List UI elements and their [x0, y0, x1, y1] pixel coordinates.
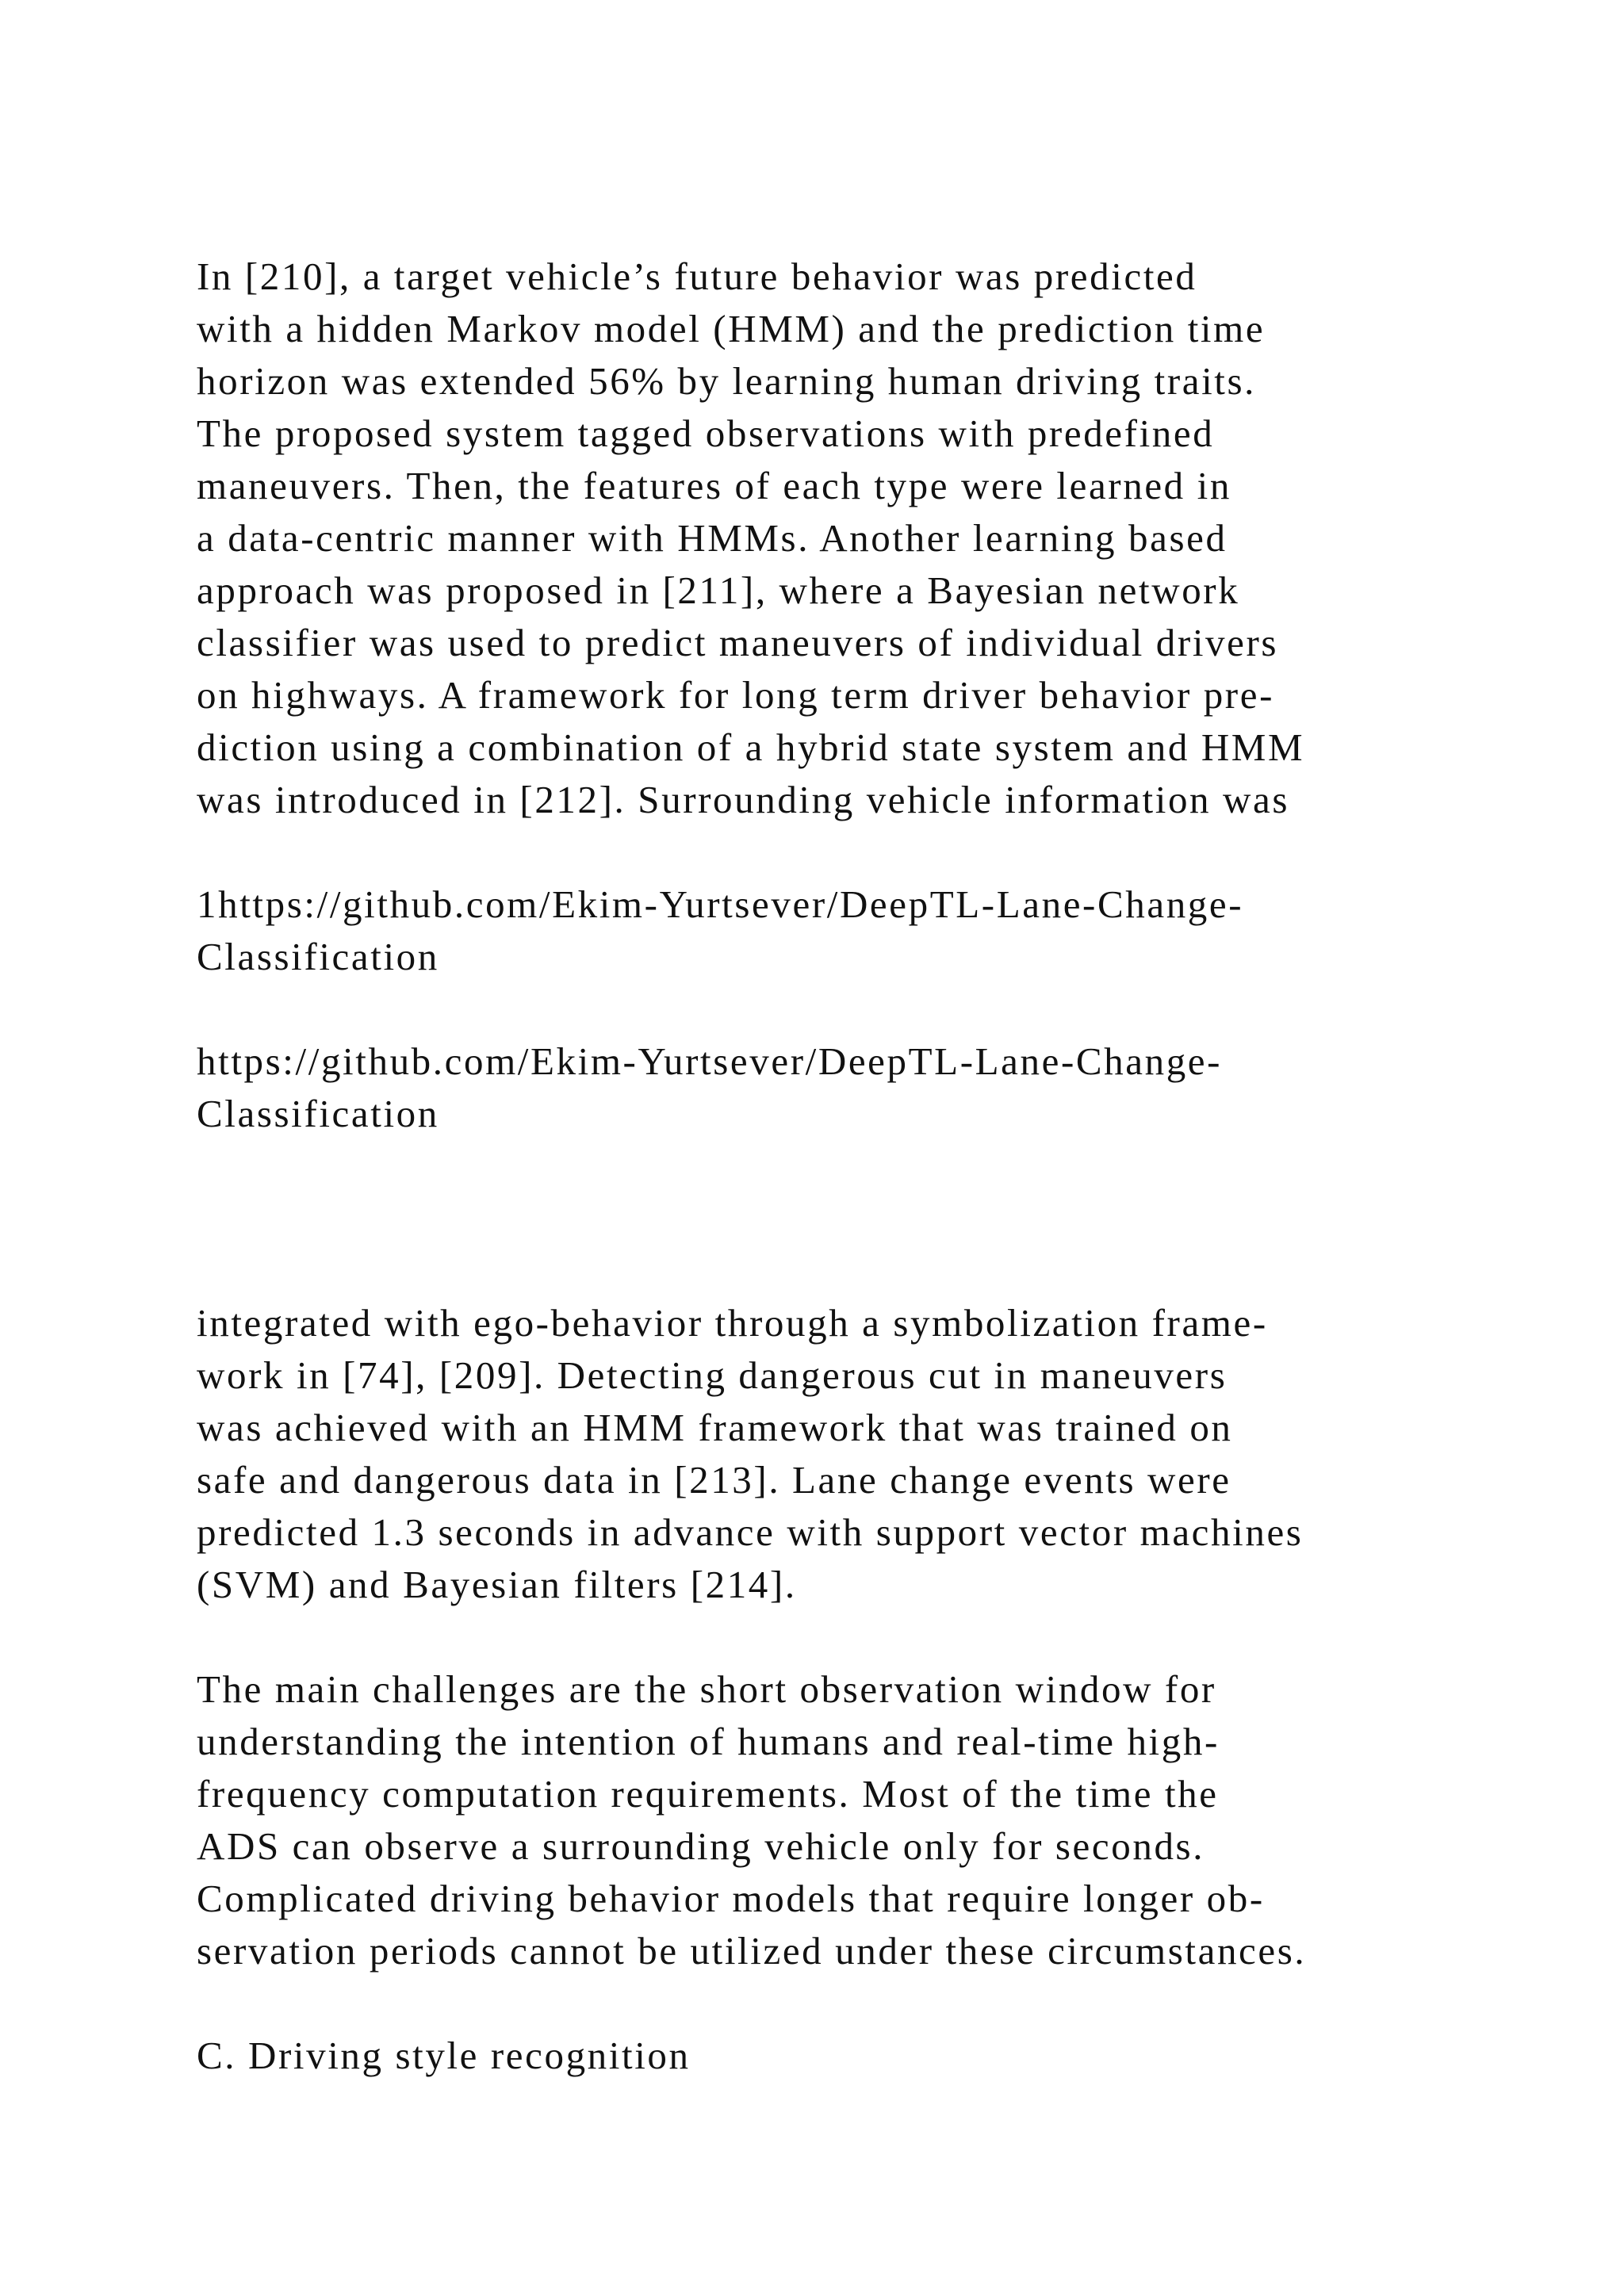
paragraph-challenges — [197, 1663, 1434, 1977]
document-page — [197, 251, 1434, 2082]
text-line: on highways. A framework for long term driver behavior pre- — [197, 673, 1274, 717]
text-line: maneuvers. Then, the features of each type were learned in — [197, 464, 1231, 507]
text-line: understanding the intention of humans and real-time high- — [197, 1720, 1220, 1763]
text-line: work in [74], [209]. Detecting dangerous cut in maneuvers — [197, 1353, 1228, 1397]
text-line: with a hidden Markov model (HMM) and the prediction time — [197, 307, 1266, 350]
text-line: was introduced in [212]. Surrounding vehicle information was — [197, 778, 1290, 821]
paragraph-hmm-prediction — [197, 251, 1434, 826]
text-line: 1https://github.com/Ekim-Yurtsever/DeepTL-Lane-Change- — [197, 882, 1244, 926]
text-line: Classification — [197, 935, 439, 978]
text-line: predicted 1.3 seconds in advance with support vector machines — [197, 1510, 1304, 1554]
text-line: https://github.com/Ekim-Yurtsever/DeepTL-Lane-Change- — [197, 1039, 1223, 1083]
footnote-link — [197, 878, 1434, 983]
text-line: Classification — [197, 1092, 439, 1135]
repository-link — [197, 1035, 1434, 1140]
text-line: The main challenges are the short observation window for — [197, 1667, 1216, 1711]
text-line: servation periods cannot be utilized under these circumstances. — [197, 1929, 1307, 1973]
text-line: integrated with ego-behavior through a symbolization frame- — [197, 1301, 1268, 1345]
text-line: classifier was used to predict maneuvers of individual drivers — [197, 621, 1279, 664]
text-line: approach was proposed in [211], where a Bayesian network — [197, 568, 1240, 612]
text-line: safe and dangerous data in [213]. Lane change events were — [197, 1458, 1231, 1502]
text-line: ADS can observe a surrounding vehicle only for seconds. — [197, 1824, 1205, 1868]
text-line: horizon was extended 56% by learning human driving traits. — [197, 359, 1257, 403]
text-line: (SVM) and Bayesian filters [214]. — [197, 1563, 797, 1606]
text-line: diction using a combination of a hybrid state system and HMM — [197, 725, 1305, 769]
section-heading — [197, 2030, 1434, 2082]
text-line: was achieved with an HMM framework that was trained on — [197, 1406, 1233, 1449]
text-line: Complicated driving behavior models that require longer ob- — [197, 1877, 1265, 1920]
text-line: a data-centric manner with HMMs. Another learning based — [197, 516, 1228, 560]
heading-text: C. Driving style recognition — [197, 2034, 691, 2077]
paragraph-ego-behavior — [197, 1297, 1434, 1611]
text-line: frequency computation requirements. Most of the time the — [197, 1772, 1219, 1816]
text-line: In [210], a target vehicle’s future behavior was predicted — [197, 254, 1197, 298]
text-line: The proposed system tagged observations with predefined — [197, 411, 1215, 455]
